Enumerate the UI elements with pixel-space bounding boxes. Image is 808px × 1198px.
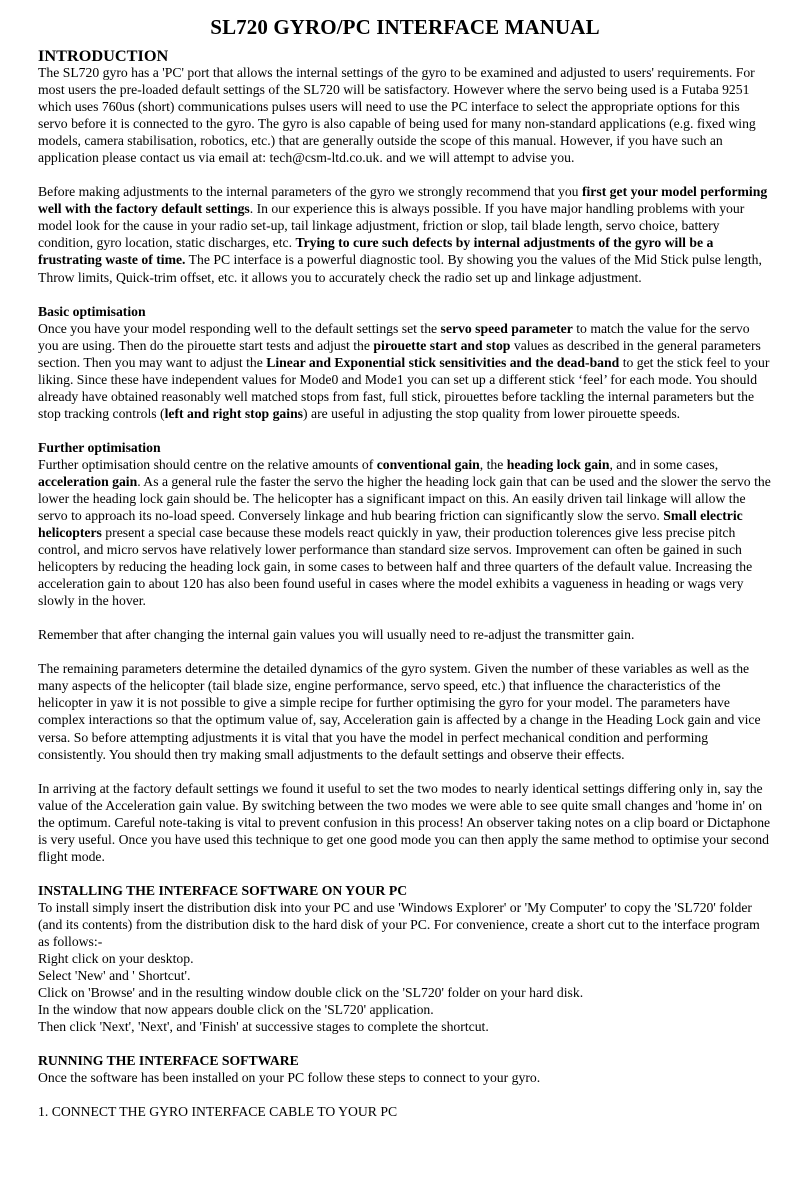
further-optimisation-paragraph-1 <box>38 456 772 609</box>
section-installing <box>38 882 772 1035</box>
text-run: , the <box>479 456 507 472</box>
text-run: Once you have your model responding well to the default settings set the <box>38 320 441 336</box>
text-run: ) are useful in adjusting the stop quality from lower pirouette speeds. <box>303 405 681 421</box>
further-optimisation-heading: Further optimisation <box>38 439 161 455</box>
emphasis: servo speed parameter <box>440 320 573 336</box>
text-run: . As a general rule the faster the servo the higher the heading lock gain that can be used and the slower the servo the lower the heading lock gain should be. The helicopter has a significant impact on this. An easily driven tail linkage will allow the servo to approach its no-load speed. Conversely linkage and hub bearing friction can significantly slow the servo. <box>38 473 771 523</box>
running-heading: RUNNING THE INTERFACE SOFTWARE <box>38 1053 299 1069</box>
text-run: values as described in the general parameters section. Then you may want to adjust the <box>38 337 761 370</box>
text-run: , and in some cases, <box>609 456 719 472</box>
further-optimisation-paragraph-4: In arriving at the factory default settings we found it useful to set the two modes to nearly identical settings differing only in, say the value of the Acceleration gain value. By switching between the two modes we were able to see quite small changes and 'home in' on the optimum. Careful note-taking is vital to prevent confusion in this process! An observer taking notes on a clip board or Dictaphone is very useful. Once you have used this technique to get one good mode you can then apply the same method to optimise your second flight mode. <box>38 780 771 864</box>
installing-heading: INSTALLING THE INTERFACE SOFTWARE ON YOUR PC <box>38 882 408 898</box>
install-step: Select 'New' and ' Shortcut'. <box>38 968 191 984</box>
text-run: present a special case because these models react quickly in yaw, their production tolerences give less precise pitch control, and micro servos have relatively lower performance than standard size servos. Improvement can often be gained in such helicopters by reducing the heading lock gain, in some cases to between half and three quarters of the default value. Increasing the acceleration gain to about 120 has also been found useful in cases where the model exhibits a vagueness in heading or wags very slowly in the hover. <box>38 525 753 609</box>
installing-paragraph: To install simply insert the distribution disk into your PC and use 'Windows Explorer' or 'My Computer' to copy the 'SL720' folder (and its contents) from the distribution disk to the hard disk of your PC. For convenience, create a short cut to the interface program as follows:- <box>38 899 760 949</box>
text-run: The PC interface is a powerful diagnostic tool. By showing you the values of the Mid Stick pulse length, Throw limits, Quick-trim offset, etc. it allows you to accurately check the radio set up and linkage adjustment. <box>38 252 762 285</box>
introduction-heading: INTRODUCTION <box>38 46 169 65</box>
emphasis: Small electric helicopters <box>38 507 743 541</box>
running-paragraph: Once the software has been installed on your PC follow these steps to connect to your gyro. <box>38 1070 541 1086</box>
emphasis: heading lock gain <box>506 456 610 472</box>
text-run: . In our experience this is always possible. If you have major handling problems with your model look for the cause in your radio set-up, tail linkage adjustment, friction or slop, tail blade length, servo choice, battery condition, gyro location, static discharges, etc. <box>38 201 745 251</box>
section-running <box>38 1052 772 1120</box>
page-title: SL720 GYRO/PC INTERFACE MANUAL <box>210 15 600 39</box>
manual-page <box>38 0 772 1120</box>
text-run: to match the value for the servo you are using. Then do the pirouette start tests and adjust the <box>38 320 750 353</box>
emphasis: first get your model performing well with the factory default settings <box>38 184 768 217</box>
emphasis: pirouette start and stop <box>373 337 511 353</box>
section-introduction <box>38 47 772 286</box>
running-step-1: 1. CONNECT THE GYRO INTERFACE CABLE TO YOUR PC <box>38 1104 398 1120</box>
text-run: to get the stick feel to your liking. Since these have independent values for Mode0 and Mode1 you can set up a different stick ‘feel’ for each mode. You should already have obtained reasonably well matched stops from fast, full stick, pirouettes before tackling the internal parameters but the stop tracking controls ( <box>38 354 770 421</box>
further-optimisation-paragraph-3: The remaining parameters determine the detailed dynamics of the gyro system. Given the number of these variables as well as the many aspects of the helicopter (tail blade size, engine performance, servo speed, etc.) that influence the characteristics of the helicopter in yaw it is not possible to give a simple recipe for further optimising the gyro for your model. The parameters have complex interactions so that the optimum value of, say, Acceleration gain is affected by a change in the Heading Lock gain and vice versa. So before attempting adjustments it is vital that you have the model in perfect mechanical condition and performing consistently. You should then try making small adjustments to the default settings and observe their effects. <box>38 661 761 762</box>
install-step: In the window that now appears double click on the 'SL720' application. <box>38 1002 434 1018</box>
text-run: Before making adjustments to the internal parameters of the gyro we strongly recommend that you <box>38 184 582 200</box>
emphasis: acceleration gain <box>38 473 138 489</box>
install-step: Click on 'Browse' and in the resulting window double click on the 'SL720' folder on your hard disk. <box>38 985 584 1001</box>
install-step: Right click on your desktop. <box>38 950 194 966</box>
section-further-optimisation <box>38 439 772 865</box>
emphasis: Linear and Exponential stick sensitivities and the dead-band <box>266 354 620 370</box>
basic-optimisation-heading: Basic optimisation <box>38 303 146 319</box>
emphasis: left and right stop gains <box>164 405 304 421</box>
text-run: Further optimisation should centre on the relative amounts of <box>38 456 377 472</box>
basic-optimisation-paragraph <box>38 320 772 422</box>
section-basic-optimisation <box>38 303 772 422</box>
introduction-paragraph-1: The SL720 gyro has a 'PC' port that allows the internal settings of the gyro to be examined and adjusted to users' requirements. For most users the pre-loaded default settings of the SL720 will be satisfactory. However where the servo being used is a Futaba 9251 which uses 760us (short) communications pulses users will need to use the PC interface to select the appropriate options for this servo before it is connected to the gyro. The gyro is also capable of being used for many non-standard applications (e.g. fixed wing models, camera stabilisation, robotics, etc.) that are generally outside the scope of this manual. However, if you have such an application please contact us via email at: tech@csm-ltd.co.uk. and we will attempt to advise you. <box>38 65 756 166</box>
install-step: Then click 'Next', 'Next', and 'Finish' at successive stages to complete the shortcut. <box>38 1019 489 1035</box>
emphasis: conventional gain <box>376 456 480 472</box>
further-optimisation-paragraph-2: Remember that after changing the internal gain values you will usually need to re-adjust the transmitter gain. <box>38 627 635 643</box>
introduction-paragraph-2 <box>38 183 772 285</box>
emphasis: Trying to cure such defects by internal adjustments of the gyro will be a frustrating waste of time. <box>38 235 714 268</box>
